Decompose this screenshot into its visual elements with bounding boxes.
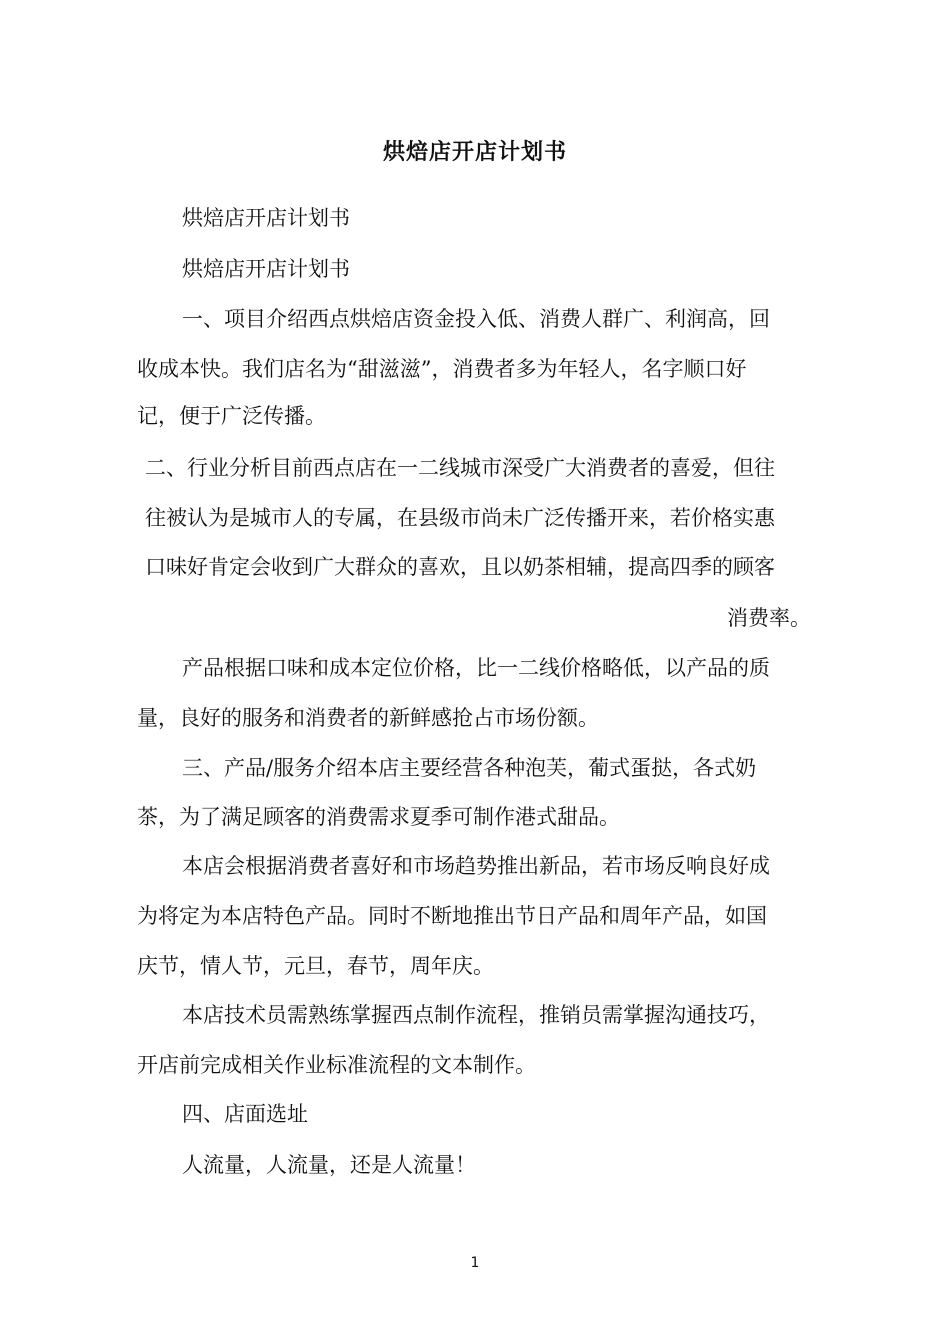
text-line: 开店前完成相关作业标准流程的文本制作。 [137, 1053, 536, 1077]
text-line: 记，便于广泛传播。 [137, 404, 326, 428]
text-line: 消费率。 [727, 606, 811, 630]
text-line: 茶，为了满足顾客的消费需求夏季可制作港式甜品。 [137, 805, 620, 829]
text-line: 往被认为是城市人的专属，在县级市尚未广泛传播开来，若价格实惠 [145, 506, 775, 530]
section-heading: 四、店面选址 [182, 1102, 308, 1126]
text-line: 产品根据口味和成本定位价格，比一二线价格略低，以产品的质 [182, 656, 770, 680]
text-line: 收成本快。我们店名为“甜滋滋”，消费者多为年轻人，名字顺口好 [137, 357, 747, 381]
text-line: 烘焙店开店计划书 [182, 206, 350, 230]
page-number: 1 [470, 1255, 480, 1271]
text-line: 为将定为本店特色产品。同时不断地推出节日产品和周年产品，如国 [137, 904, 767, 928]
text-line: 量，良好的服务和消费者的新鲜感抢占市场份额。 [137, 706, 599, 730]
text-line: 本店技术员需熟练掌握西点制作流程，推销员需掌握沟通技巧， [182, 1003, 770, 1027]
text-line: 人流量，人流量，还是人流量！ [182, 1153, 476, 1177]
text-line: 本店会根据消费者喜好和市场趋势推出新品，若市场反响良好成 [182, 854, 770, 878]
text-line: 烘焙店开店计划书 [182, 257, 350, 281]
text-line: 三、产品/服务介绍本店主要经营各种泡芙，葡式蛋挞，各式奶 [182, 756, 757, 780]
text-line: 口味好肯定会收到广大群众的喜欢，且以奶茶相辅，提高四季的顾客 [145, 555, 775, 579]
text-line: 庆节，情人节，元旦，春节，周年庆。 [137, 954, 494, 978]
text-line: 二、行业分析目前西点店在一二线城市深受广大消费者的喜爱，但往 [145, 456, 775, 480]
text-line: 一、项目介绍西点烘焙店资金投入低、消费人群广、利润高，回 [182, 307, 770, 331]
document-title: 烘焙店开店计划书 [382, 140, 567, 165]
